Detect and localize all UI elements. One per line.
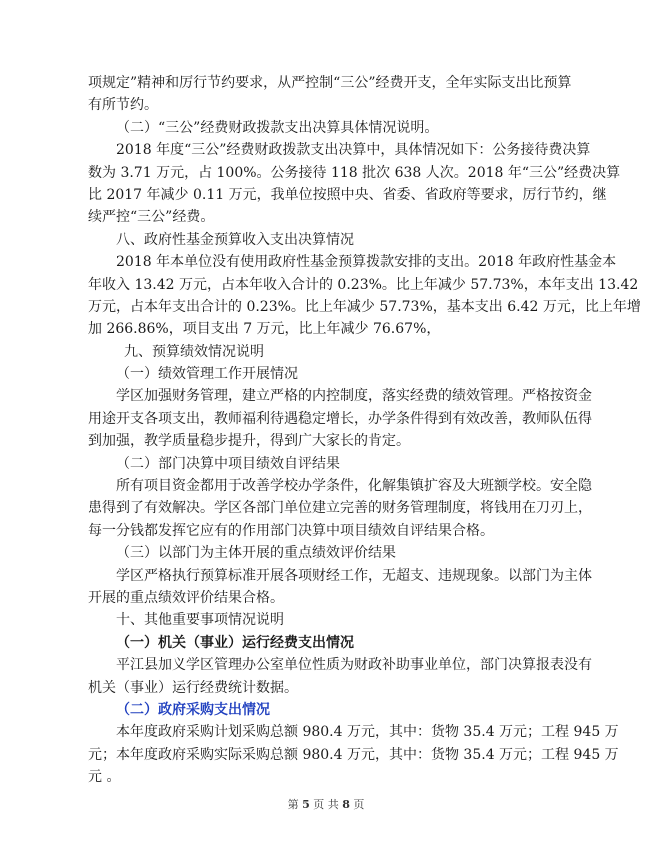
- text-line: 续严控“三公”经费。: [88, 209, 215, 226]
- text-line: 到加强，教学质量稳步提升，得到广大家长的肯定。: [88, 433, 410, 450]
- subsection-heading: （一）绩效管理工作开展情况: [116, 366, 298, 383]
- text-line: 2018 年本单位没有使用政府性基金预算拨款安排的支出。2018 年政府性基金本: [116, 254, 617, 271]
- footer-page-number: 5: [302, 798, 310, 811]
- text-line: 万元，占本年支出合计的 0.23%。比上年减少 57.73%，基本支出 6.42 万元，比上年增: [88, 298, 641, 315]
- section-heading: 十、其他重要事项情况说明: [116, 612, 284, 629]
- text-line: 元 。: [88, 769, 121, 786]
- section-heading: 八、政府性基金预算收入支出决算情况: [116, 231, 354, 248]
- subsection-heading: （二）部门决算中项目绩效自评结果: [116, 455, 340, 472]
- text-line: 有所节约。: [88, 97, 158, 114]
- text-line: 本年度政府采购计划采购总额 980.4 万元，其中：货物 35.4 万元；工程 945 万: [116, 724, 619, 741]
- footer-total-pages: 8: [342, 798, 350, 811]
- text-line: 每一分钱都发挥它应有的作用部门决算中项目绩效自评结果合格。: [88, 522, 494, 539]
- text-line: 项规定”精神和厉行节约要求，从严控制“三公”经费开支，全年实际支出比预算: [88, 75, 572, 91]
- document-page: [88, 72, 641, 789]
- bold-subsection-heading: （二）政府采购支出情况: [116, 701, 270, 718]
- text-line: 机关（事业）运行经费统计数据。: [88, 679, 298, 696]
- page-footer: [0, 796, 652, 812]
- text-line: 所有项目资金都用于改善学校办学条件，化解集镇扩容及大班额学校。安全隐: [116, 478, 592, 495]
- footer-prefix: 第: [287, 798, 299, 811]
- text-line: 患得到了有效解决。学区各部门单位建立完善的财务管理制度，将钱用在刀刃上，: [88, 500, 592, 517]
- text-line: 年收入 13.42 万元，占本年收入合计的 0.23%。比上年减少 57.73%，本年支出 13.42: [88, 276, 639, 293]
- text-line: 2018 年度“三公”经费财政拨款支出决算中，具体情况如下：公务接待费决算: [116, 142, 591, 159]
- footer-suffix: 页: [353, 798, 365, 811]
- text-line: 比 2017 年减少 0.11 万元，我单位按照中央、省委、省政府等要求，厉行节约，继: [88, 186, 607, 203]
- subsection-heading: （二）“三公”经费财政拨款支出决算具体情况说明。: [116, 119, 439, 136]
- text-line: 学区加强财务管理，建立严格的内控制度，落实经费的绩效管理。严格按资金: [116, 388, 592, 405]
- text-line: 元；本年度政府采购实际采购总额 980.4 万元，其中：货物 35.4 万元；工程 945 万: [88, 746, 619, 763]
- text-line: 用途开支各项支出，教师福利待遇稳定增长，办学条件得到有效改善，教师队伍得: [88, 410, 592, 427]
- text-line: 加 266.86%，项目支出 7 万元，比上年减少 76.67%，: [88, 321, 441, 338]
- text-line: 平江县加义学区管理办公室单位性质为财政补助事业单位，部门决算报表没有: [116, 657, 592, 674]
- text-line: 数为 3.71 万元，占 100%。公务接待 118 批次 638 人次。2018 年“三公”经费决算: [88, 164, 621, 181]
- footer-middle: 页 共: [313, 798, 339, 811]
- text-line: 学区严格执行预算标准开展各项财经工作，无超支、违规现象。以部门为主体: [116, 567, 592, 584]
- section-heading: 九、预算绩效情况说明: [124, 343, 264, 360]
- bold-subsection-heading: （一）机关（事业）运行经费支出情况: [116, 634, 354, 651]
- subsection-heading: （三）以部门为主体开展的重点绩效评价结果: [116, 545, 396, 562]
- text-line: 开展的重点绩效评价结果合格。: [88, 589, 284, 606]
